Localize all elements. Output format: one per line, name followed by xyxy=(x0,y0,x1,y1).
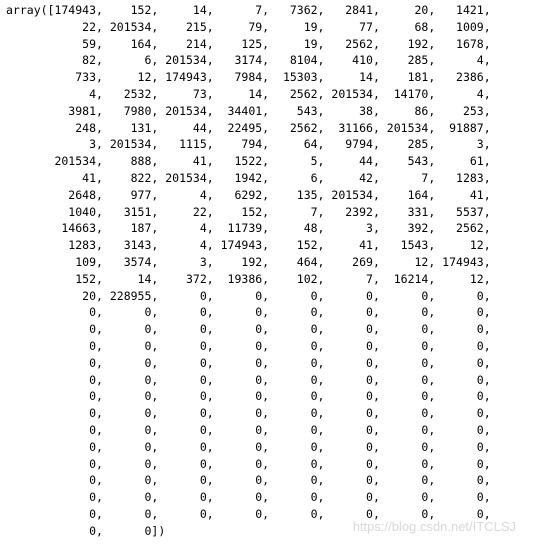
output-line: 3, 201534, 1115, 794, 64, 9794, 285, 3, xyxy=(6,137,491,152)
array-output xyxy=(6,2,491,540)
output-line: 14663, 187, 4, 11739, 48, 3, 392, 2562, xyxy=(6,221,491,236)
output-line: 3981, 7980, 201534, 34401, 543, 38, 86, 253, xyxy=(6,103,491,118)
output-line: 109, 3574, 3, 192, 464, 269, 12, 174943, xyxy=(6,254,491,269)
output-line: 0, 0, 0, 0, 0, 0, 0, 0, xyxy=(6,456,491,471)
output-line: 1040, 3151, 22, 152, 7, 2392, 331, 5537, xyxy=(6,204,491,219)
output-line: 22, 201534, 215, 79, 19, 77, 68, 1009, xyxy=(6,19,491,34)
output-line: 201534, 888, 41, 1522, 5, 44, 543, 61, xyxy=(6,154,491,169)
output-line: 0, 0, 0, 0, 0, 0, 0, 0, xyxy=(6,490,491,505)
output-line: 59, 164, 214, 125, 19, 2562, 192, 1678, xyxy=(6,36,491,51)
output-line: 1283, 3143, 4, 174943, 152, 41, 1543, 12, xyxy=(6,238,491,253)
output-line: 0, 0, 0, 0, 0, 0, 0, 0, xyxy=(6,473,491,488)
output-line: 4, 2532, 73, 14, 2562, 201534, 14170, 4, xyxy=(6,86,491,101)
output-line: 0, 0, 0, 0, 0, 0, 0, 0, xyxy=(6,389,491,404)
output-line: 0, 0, 0, 0, 0, 0, 0, 0, xyxy=(6,406,491,421)
output-line: 248, 131, 44, 22495, 2562, 31166, 201534, 91887, xyxy=(6,120,491,135)
output-line: 0, 0]) xyxy=(6,523,166,538)
output-line: 0, 0, 0, 0, 0, 0, 0, 0, xyxy=(6,355,491,370)
output-line: 0, 0, 0, 0, 0, 0, 0, 0, xyxy=(6,439,491,454)
output-line: 0, 0, 0, 0, 0, 0, 0, 0, xyxy=(6,338,491,353)
output-line: 0, 0, 0, 0, 0, 0, 0, 0, xyxy=(6,422,491,437)
watermark-text: https://blog.csdn.net/ITCLSJ xyxy=(352,519,516,534)
output-line: 152, 14, 372, 19386, 102, 7, 16214, 12, xyxy=(6,271,491,286)
output-line: array([174943, 152, 14, 7, 7362, 2841, 20, 1421, xyxy=(6,3,491,17)
output-line: 0, 0, 0, 0, 0, 0, 0, 0, xyxy=(6,305,491,320)
output-line: 82, 6, 201534, 3174, 8104, 410, 285, 4, xyxy=(6,53,491,68)
output-line: 733, 12, 174943, 7984, 15303, 14, 181, 2386, xyxy=(6,70,491,85)
output-line: 0, 0, 0, 0, 0, 0, 0, 0, xyxy=(6,372,491,387)
output-line: 2648, 977, 4, 6292, 135, 201534, 164, 41, xyxy=(6,187,491,202)
output-line: 41, 822, 201534, 1942, 6, 42, 7, 1283, xyxy=(6,170,491,185)
output-line: 0, 0, 0, 0, 0, 0, 0, 0, xyxy=(6,322,491,337)
output-line: 0, 0, 0, 0, 0, 0, 0, 0, xyxy=(6,506,491,521)
output-line: 20, 228955, 0, 0, 0, 0, 0, 0, xyxy=(6,288,491,303)
